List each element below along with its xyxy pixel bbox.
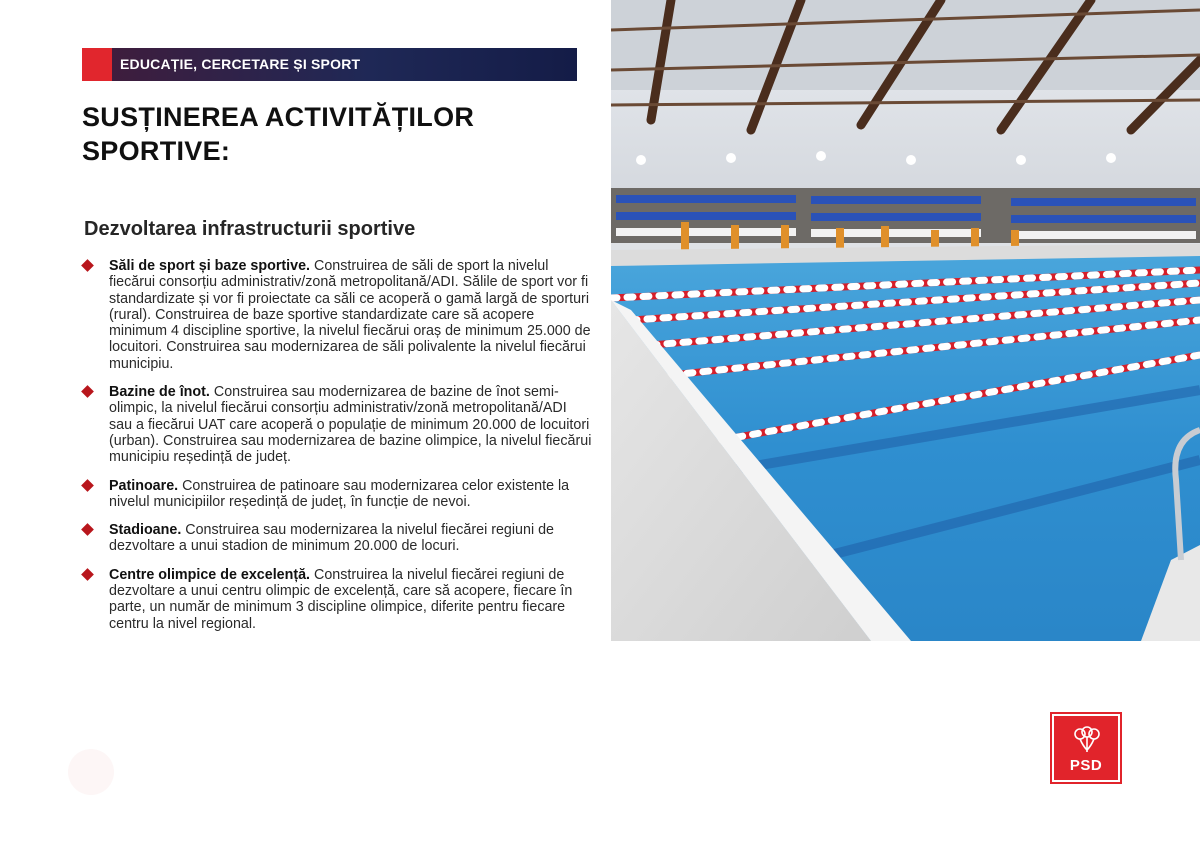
section-label: EDUCAȚIE, CERCETARE ȘI SPORT [112, 48, 577, 81]
diamond-bullet-icon [81, 523, 94, 536]
decorative-circle [68, 749, 114, 795]
section-banner [82, 48, 577, 81]
item-lead: Bazine de înot. [109, 384, 210, 401]
item-text: Construirea la nivelul fiecărei regiuni de dezvoltare a unui centru olimpic de excelență, care să acopere, fiecare în parte, un număr de minimum 3 discipline olimpice, diferite pentru fiecare centru la nivel regional. [109, 566, 573, 632]
subheading: Dezvoltarea infrastructurii sportive [84, 218, 416, 240]
logo-text: PSD [1069, 757, 1103, 774]
item-lead: Săli de sport și baze sportive. [109, 258, 311, 274]
psd-logo [1052, 714, 1120, 782]
item-lead: Centre olimpice de excelență. [109, 566, 311, 583]
item-lead: Patinoare. [109, 477, 179, 494]
diamond-bullet-icon [81, 385, 94, 398]
page-title [82, 100, 582, 168]
list-item [82, 258, 592, 372]
diamond-bullet-icon [81, 568, 94, 581]
bullet-list [82, 258, 592, 644]
list-item [82, 384, 592, 465]
diamond-bullet-icon [81, 259, 94, 272]
swimming-pool-photo [611, 0, 1200, 641]
diamond-bullet-icon [81, 479, 94, 492]
title-line-2: SPORTIVE: [82, 136, 231, 166]
list-item [82, 522, 592, 555]
list-item [82, 567, 592, 632]
item-text: Construirea de săli de sport la nivelul fiecărui consorțiu administrativ/zonă metropolitană/ADI. Sălile de sport vor fi standardizate și vor fi proiectate ca săli ce acoperă o gamă largă de sporturi (rural). Construirea de baze sportive standardizate care să acopere minimum 4 discipline sportive, la nivelul fiecărui oraș de minimum 25.000 de locuitori. Construirea sau modernizarea de săli polivalente la nivelul fiecărui municipiu. [109, 258, 591, 372]
item-lead: Stadioane. [109, 522, 182, 539]
item-text: Construirea sau modernizarea la nivelul fiecărei regiuni de dezvoltare a unui stadion de minimum 20.000 de locuri. [109, 522, 555, 555]
title-line-1: SUSȚINEREA ACTIVITĂȚILOR [82, 102, 475, 132]
rose-emblem-icon [1071, 724, 1103, 754]
item-text: Construirea sau modernizarea de bazine de înot semi-olimpic, la nivelul fiecărui consorțiu administrativ/zonă metropolitană/ADI sau a fiecărui UAT care acoperă o populație de minimum 20.000 de locuitori (urban). Construirea sau modernizarea de bazine olimpice, la nivelul fiecărui municipiu reședință de județ. [109, 384, 592, 466]
pool-illustration [611, 0, 1200, 641]
banner-accent [82, 48, 112, 81]
item-text: Construirea de patinoare sau modernizarea celor existente la nivelul municipiilor reședință de județ, în funcție de nevoi. [109, 477, 570, 510]
list-item [82, 478, 592, 511]
